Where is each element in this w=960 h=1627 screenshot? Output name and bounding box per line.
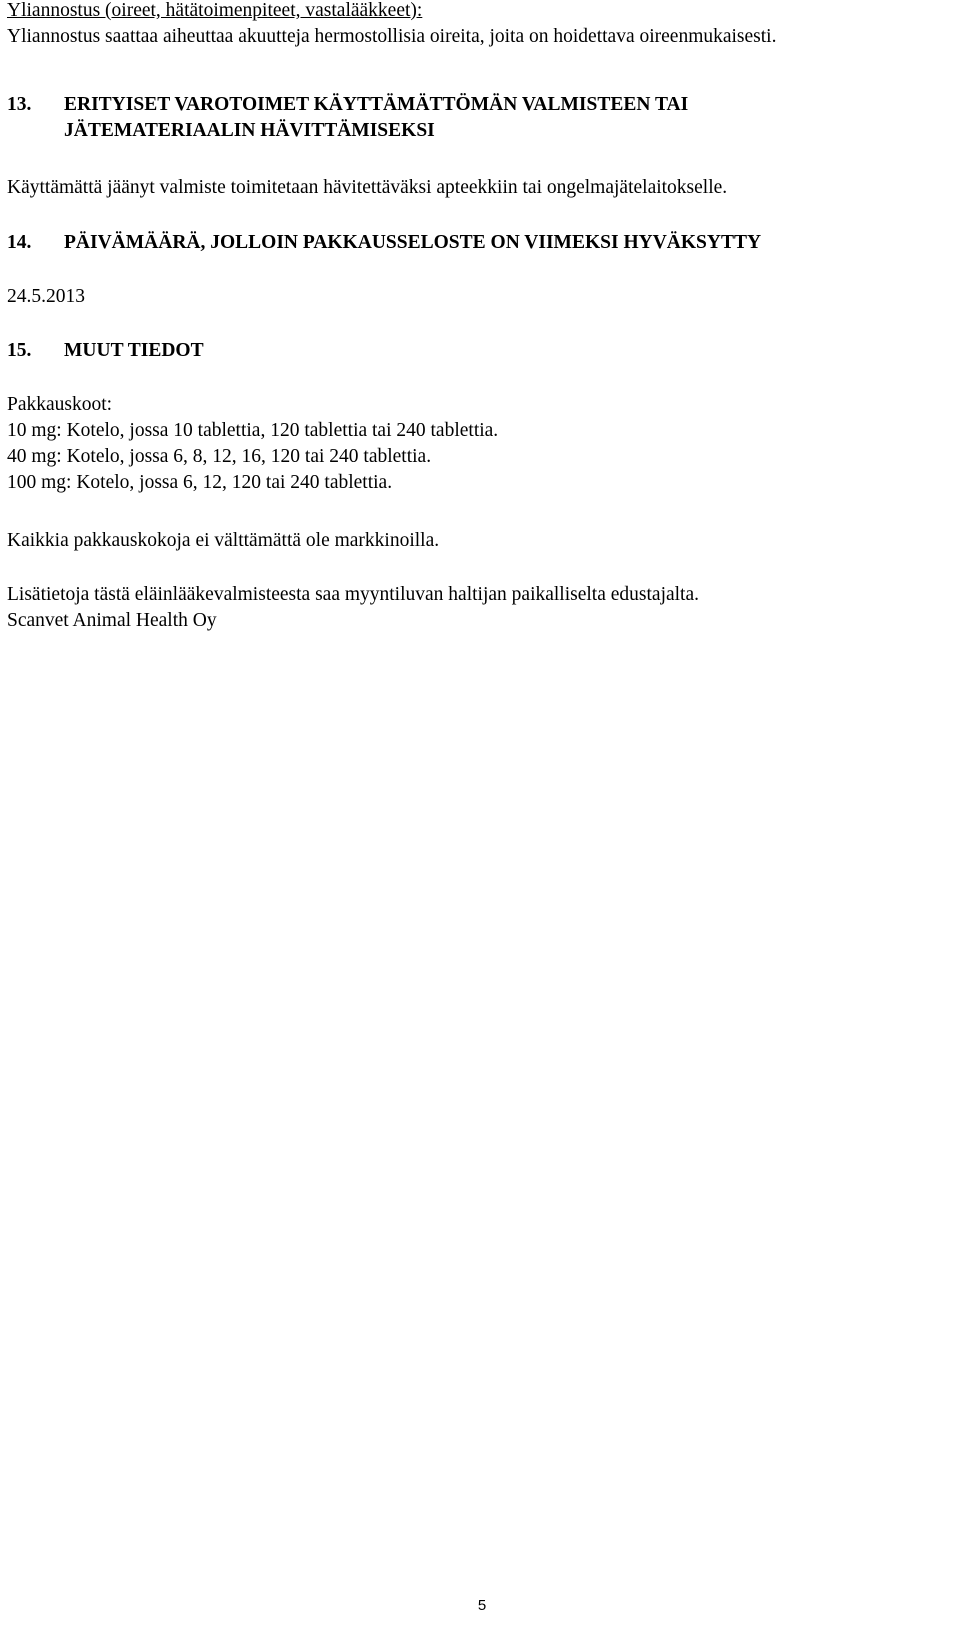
overdose-text: Yliannostus saattaa aiheuttaa akuutteja hermostollisia oireita, joita on hoidettava oireenmukaisesti. (7, 26, 777, 47)
availability-note-text: Kaikkia pakkauskokoja ei välttämättä ole markkinoilla. (7, 530, 440, 551)
overdose-heading: Yliannostus (oireet, hätätoimenpiteet, vastalääkkeet): (7, 0, 423, 21)
pack-size-item: 100 mg: Kotelo, jossa 6, 12, 120 tai 240 tablettia. (7, 472, 393, 493)
company-name: Scanvet Animal Health Oy (7, 610, 217, 631)
section-13-title (64, 92, 688, 144)
section-13-title-line2: JÄTEMATERIAALIN HÄVITTÄMISEKSI (64, 120, 435, 141)
section-14-number: 14. (7, 232, 32, 253)
section-15-number: 15. (7, 340, 32, 361)
section-13-title-line1: ERITYISET VAROTOIMET KÄYTTÄMÄTTÖMÄN VALMISTEEN TAI (64, 94, 689, 115)
section-14-heading (7, 230, 761, 256)
contact-info-text: Lisätietoja tästä eläinlääkevalmisteesta saa myyntiluvan haltijan paikalliselta edustajalta. (7, 584, 700, 605)
section-15-heading (7, 338, 204, 364)
pack-sizes (7, 392, 498, 496)
contact-info (7, 582, 699, 634)
pack-size-item: 40 mg: Kotelo, jossa 6, 8, 12, 16, 120 tai 240 tablettia. (7, 446, 432, 467)
approval-date: 24.5.2013 (7, 286, 85, 307)
pack-sizes-label: Pakkauskoot: (7, 394, 113, 415)
section-13-text: Käyttämättä jäänyt valmiste toimitetaan hävitettäväksi apteekkiin tai ongelmajätelaitokselle. (7, 177, 728, 198)
pack-size-item: 10 mg: Kotelo, jossa 10 tablettia, 120 tablettia tai 240 tablettia. (7, 420, 499, 441)
availability-note (7, 528, 439, 554)
section-14-title (64, 230, 761, 256)
section-14-title-text: PÄIVÄMÄÄRÄ, JOLLOIN PAKKAUSSELOSTE ON VIIMEKSI HYVÄKSYTTY (64, 232, 762, 253)
section-13-body (7, 175, 727, 201)
overdose-section (7, 0, 776, 50)
section-13-number: 13. (7, 94, 32, 115)
section-15-title (64, 338, 204, 364)
page-number: 5 (477, 1597, 487, 1614)
section-14-body (7, 284, 85, 310)
section-15-title-text: MUUT TIEDOT (64, 340, 204, 361)
section-13-heading (7, 92, 688, 144)
